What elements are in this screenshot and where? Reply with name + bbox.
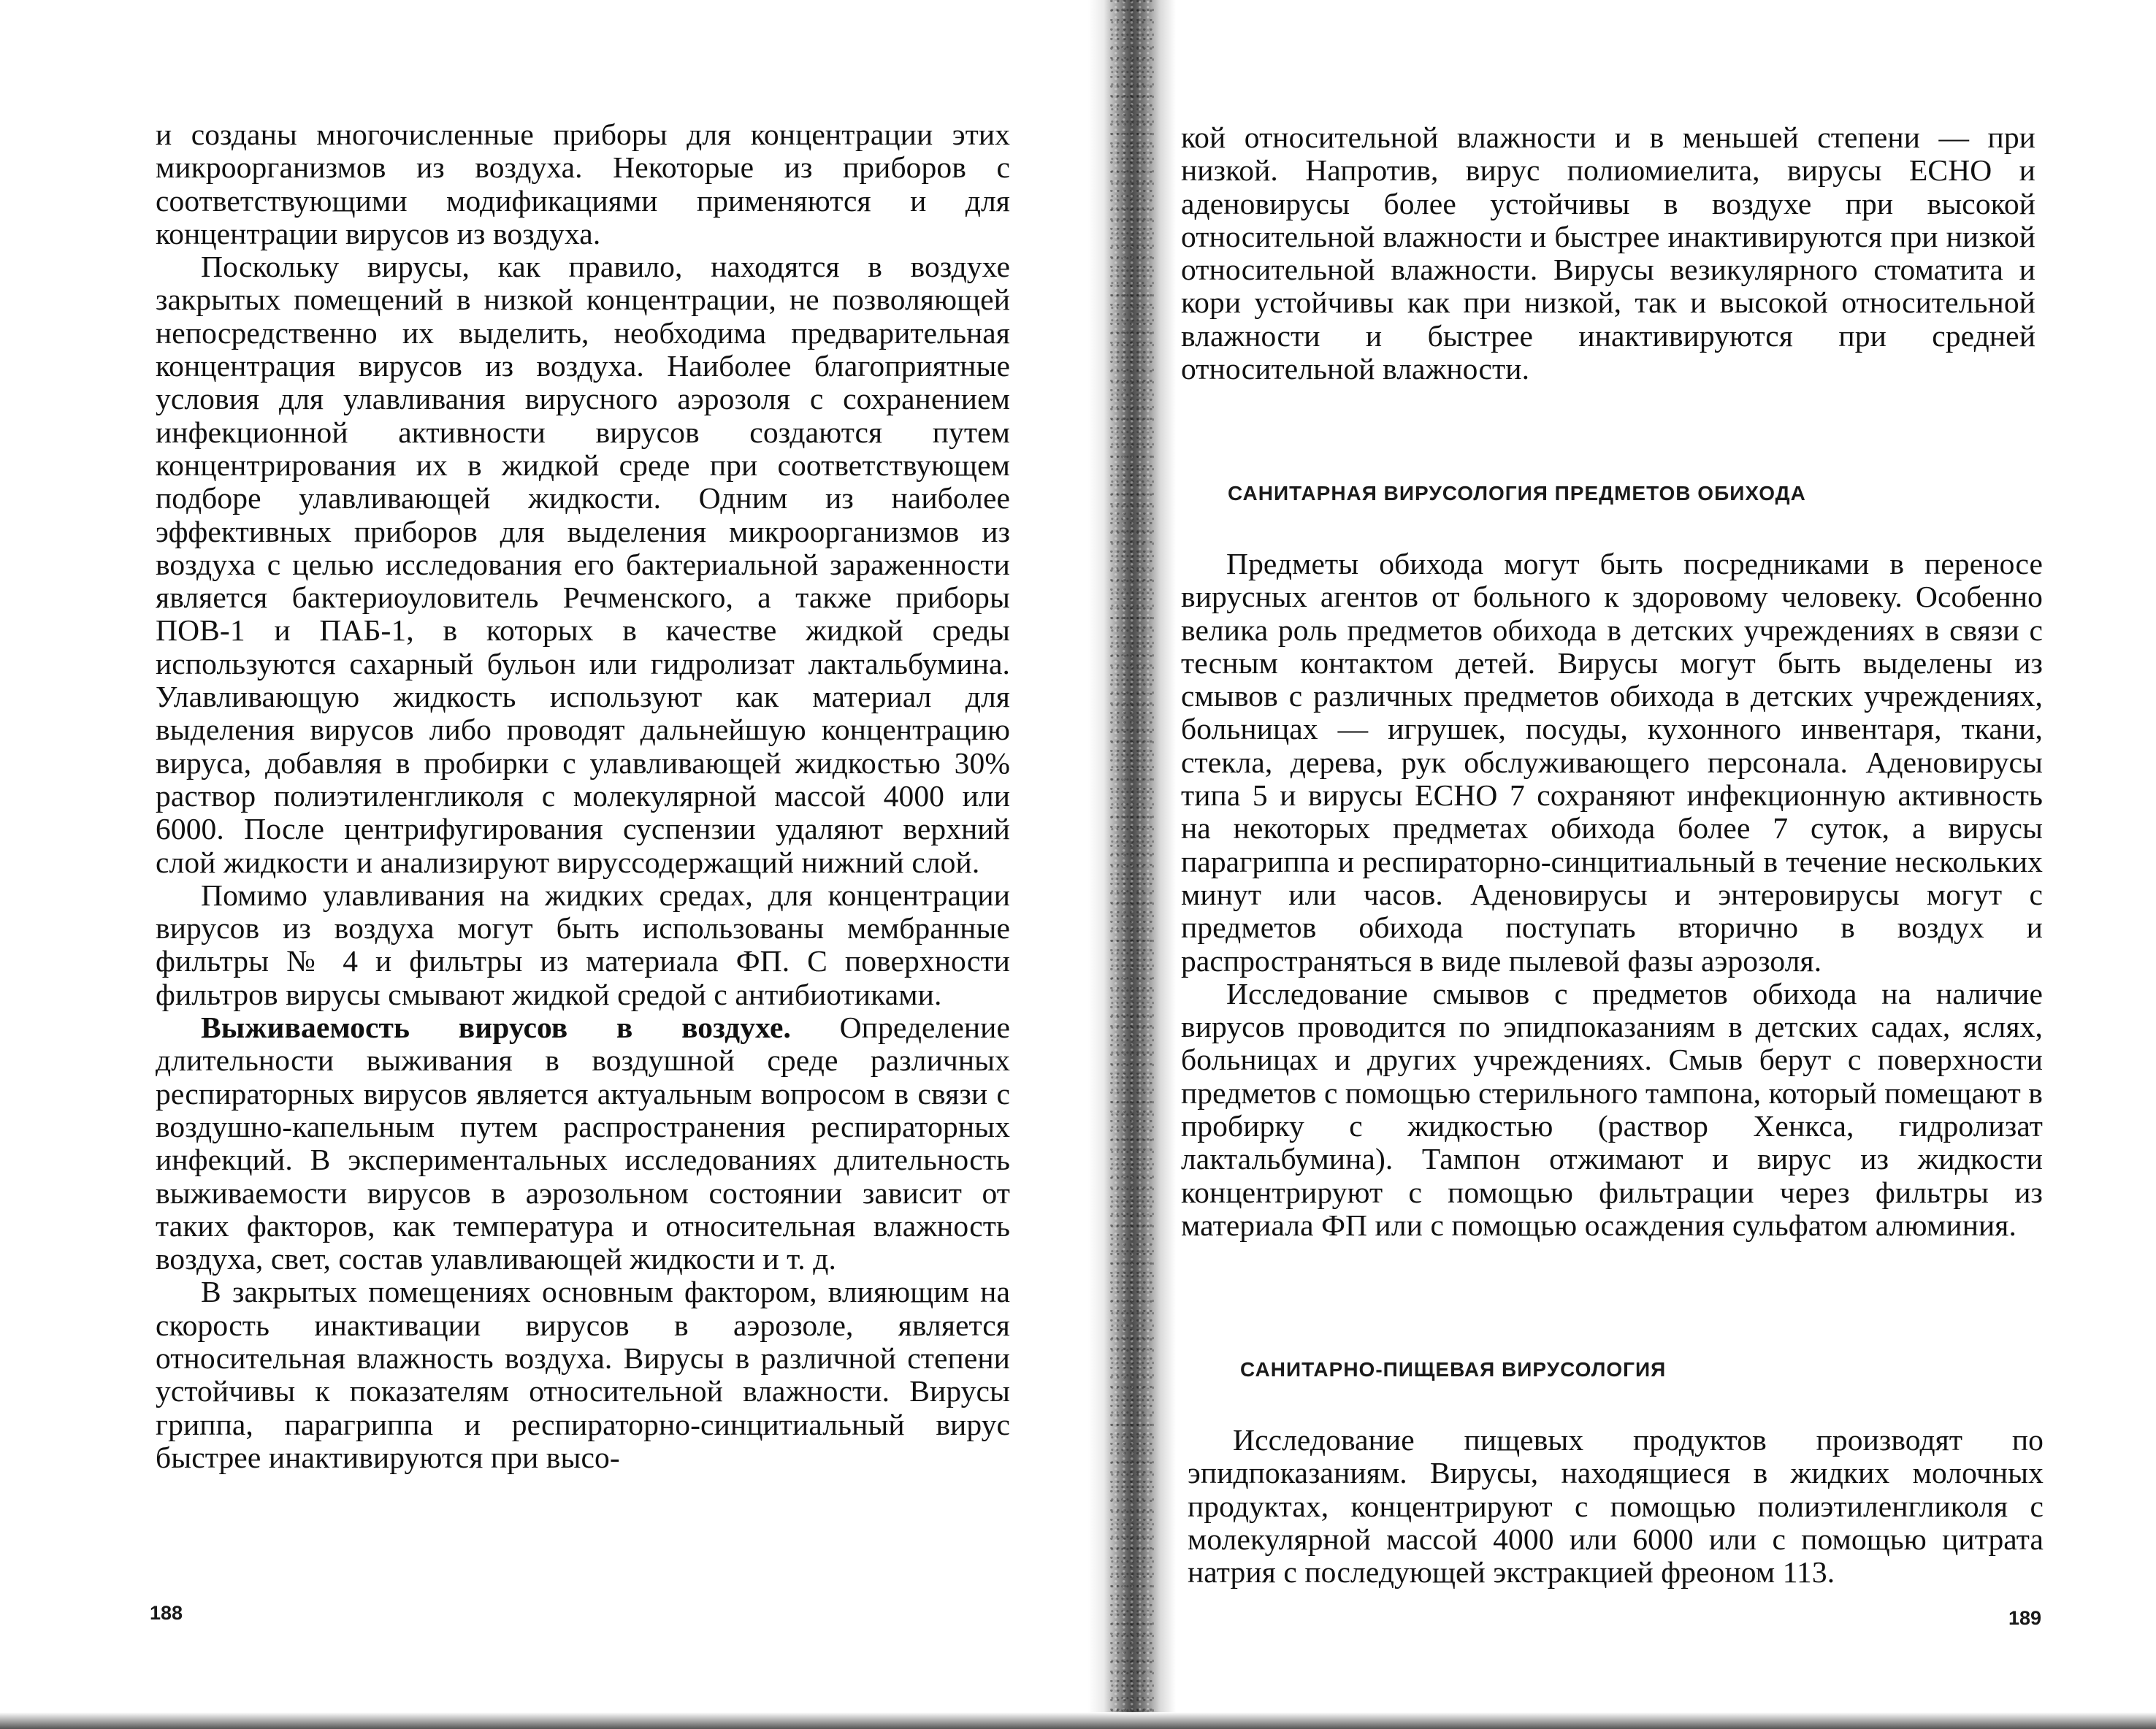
right-intro-block [1181, 121, 2035, 386]
right-section-1-paragraph-1 [1181, 548, 2043, 978]
right-intro-paragraph [1181, 121, 2035, 386]
left-paragraph-5 [156, 1276, 1010, 1474]
section-heading-household-items: САНИТАРНАЯ ВИРУСОЛОГИЯ ПРЕДМЕТОВ ОБИХОДА [1228, 482, 1806, 505]
left-paragraph-3 [156, 879, 1010, 1011]
run-in-heading: Выживаемость вирусов в воздухе. [201, 1011, 791, 1045]
right-section-1-block [1181, 548, 2043, 1242]
paragraph-text: Поскольку вирусы, как правило, находятся в воздухе закрытых помещений в низкой концентрации, не позволяющей непосредственно их выделить, необходима предварительная концентрация вирусов из воздуха. Наиболее благоприятные условия для улавливания вирусного аэрозоля с сохранением инфекционной активности вирусов создаются путем концентрирования их в жидкой среде при соответствующем подборе улавливающей жидкости. Одним из наиболее эффективных приборов для выделения микроорганизмов из воздуха с целью исследования его бактериальной зараженности является бактериоуловитель Речменского, а также приборы ПОВ-1 и ПАБ-1, в которых в качестве жидкой среды используются сахарный бульон или гидролизат лактальбумина. Улавливающую жидкость используют как материал для выделения вирусов либо проводят дальнейшую концентрацию вируса, добавляя в пробирки с улавливающей жидкостью 30% раствор полиэтиленгликоля с молекулярной массой 4000 или 6000. После центрифугирования суспензии удаляют верхний слой жидкости и анализируют вируссодержащий нижний слой. [156, 250, 1010, 879]
paragraph-text: Определение длительности выживания в воздушной среде различных респираторных вирусов является актуальным вопросом в связи с воздушно-капельным путем распространения респираторных инфекций. В экспериментальных исследованиях длительность выживаемости вирусов в аэрозольном состоянии зависит от таких факторов, как температура и относительная влажность воздуха, свет, состав улавливающей жидкости и т. д. [156, 1011, 1010, 1276]
paragraph-text: Исследование пищевых продуктов производят по эпидпоказаниям. Вирусы, находящиеся в жидких молочных продуктах, концентрируют с помощью полиэтиленгликоля с молекулярной массой 4000 или 6000 или с помощью цитрата натрия с последующей экстракцией фреоном 113. [1188, 1423, 2044, 1590]
right-section-2-paragraph-1 [1188, 1424, 2044, 1589]
paragraph-text: Помимо улавливания на жидких средах, для концентрации вирусов из воздуха могут быть использованы мембранные фильтры № 4 и фильтры из материала ФП. С поверхности фильтров вирусы смывают жидкой средой с антибиотиками. [156, 878, 1010, 1011]
page-number-right: 189 [2008, 1607, 2042, 1629]
right-section-1-paragraph-2 [1181, 978, 2043, 1242]
bottom-edge-shadow [0, 1712, 2156, 1729]
paragraph-text: Предметы обихода могут быть посредниками в переносе вирусных агентов от больного к здоровому человеку. Особенно велика роль предметов обихода в детских учреждениях в связи с тесным контактом детей. Вирусы могут быть выделены из смывов с различных предметов обихода в детских учреждениях, больницах — игрушек, посуды, кухонного инвентаря, ткани, стекла, дерева, рук обслуживающего персонала. Аденовирусы типа 5 и вирусы ЕСНО 7 сохраняют инфекционную активность на некоторых предметах обихода более 7 суток, а вирусы парагриппа и респираторно-синцитиальный в течение нескольких минут или часов. Аденовирусы и энтеровирусы могут с предметов обихода поступать вторично в воздух и распространяться в виде пылевой фазы аэрозоля. [1181, 547, 2043, 978]
left-text-column [156, 118, 1010, 1474]
paragraph-text: В закрытых помещениях основным фактором, влияющим на скорость инактивации вирусов в аэрозоле, является относительная влажность воздуха. Вирусы в различной степени устойчивы к показателям относительной влажности. Вирусы гриппа, парагриппа и респираторно-синцитиальный вирус быстрее инактивируются при высо- [156, 1275, 1010, 1474]
paragraph-text: и созданы многочисленные приборы для концентрации этих микроорганизмов из воздуха. Некоторые из приборов с соответствующими модификациями применяются и для концентрации вирусов из воздуха. [156, 118, 1010, 250]
section-heading-food-virology: САНИТАРНО-ПИЩЕВАЯ ВИРУСОЛОГИЯ [1240, 1358, 1667, 1381]
right-section-2-block [1188, 1424, 2044, 1589]
paragraph-text: Исследование смывов с предметов обихода на наличие вирусов проводится по эпидпоказаниям в детских садах, яслях, больницах и других учреждениях. Смыв берут с поверхности предметов с помощью стерильного тампона, который помещают в пробирку с жидкостью (раствор Хенкса, гидролизат лактальбумина). Тампон отжимают и вирус из жидкости концентрируют с помощью фильтрации через фильтры из материала ФП или с помощью осаждения сульфатом алюминия. [1181, 976, 2043, 1242]
gutter-speckle [1110, 0, 1154, 1729]
left-paragraph-4 [156, 1011, 1010, 1276]
right-page [1169, 0, 2156, 1729]
left-paragraph-1 [156, 118, 1010, 250]
left-paragraph-2 [156, 250, 1010, 879]
paragraph-text: кой относительной влажности и в меньшей степени — при низкой. Напротив, вирус полиомиелита, вирусы ЕСНО и аденовирусы более устойчивы в воздухе при высокой относительной влажности и быстрее инактивируются при низкой относительной влажности. Вирусы везикулярного стоматита и кори устойчивы как при низкой, так и высокой относительной влажности и быстрее инактивируются при средней относительной влажности. [1181, 120, 2035, 386]
page-number-left: 188 [150, 1602, 183, 1624]
